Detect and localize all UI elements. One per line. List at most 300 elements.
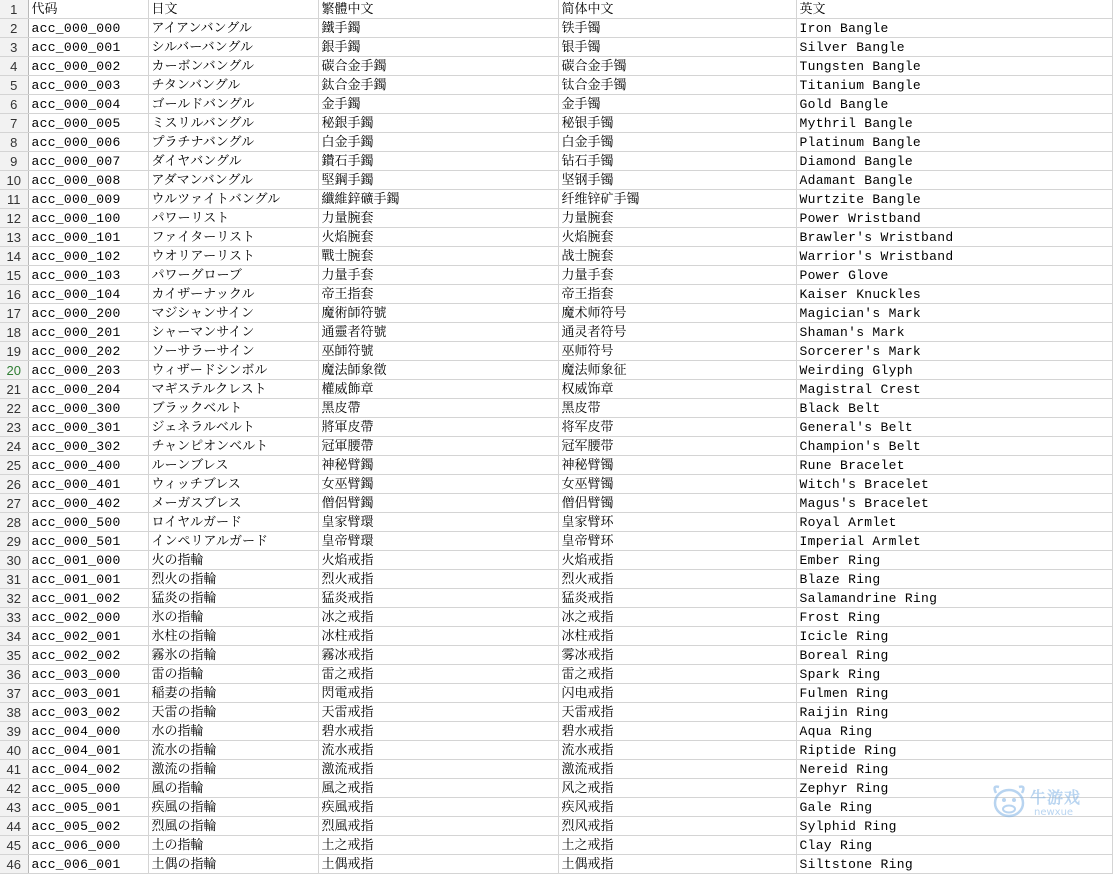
cell-english[interactable]: Tungsten Bangle xyxy=(796,57,1112,76)
cell-japanese[interactable]: ウィッチブレス xyxy=(148,475,318,494)
cell-japanese[interactable]: 土偶の指輪 xyxy=(148,855,318,874)
cell-simplified-chinese[interactable]: 冰之戒指 xyxy=(558,608,796,627)
row-number[interactable]: 43 xyxy=(0,798,28,817)
cell-english[interactable]: Diamond Bangle xyxy=(796,152,1112,171)
cell-japanese[interactable]: 激流の指輪 xyxy=(148,760,318,779)
row-number[interactable]: 44 xyxy=(0,817,28,836)
cell-english[interactable]: Fulmen Ring xyxy=(796,684,1112,703)
cell-code[interactable]: acc_003_002 xyxy=(28,703,148,722)
cell-english[interactable]: Power Glove xyxy=(796,266,1112,285)
cell-code[interactable]: acc_000_400 xyxy=(28,456,148,475)
cell-english[interactable]: Ember Ring xyxy=(796,551,1112,570)
cell-simplified-chinese[interactable]: 魔术师符号 xyxy=(558,304,796,323)
row-number[interactable]: 45 xyxy=(0,836,28,855)
column-header-traditional-chinese[interactable]: 繁體中文 xyxy=(318,0,558,19)
cell-japanese[interactable]: ミスリルバングル xyxy=(148,114,318,133)
row-number[interactable]: 37 xyxy=(0,684,28,703)
cell-traditional-chinese[interactable]: 霧冰戒指 xyxy=(318,646,558,665)
row-number[interactable]: 7 xyxy=(0,114,28,133)
cell-code[interactable]: acc_000_202 xyxy=(28,342,148,361)
row-number[interactable]: 40 xyxy=(0,741,28,760)
table-row xyxy=(0,95,1112,114)
cell-simplified-chinese[interactable]: 魔法师象征 xyxy=(558,361,796,380)
cell-code[interactable]: acc_000_203 xyxy=(28,361,148,380)
cell-english[interactable]: Riptide Ring xyxy=(796,741,1112,760)
cell-traditional-chinese[interactable]: 力量腕套 xyxy=(318,209,558,228)
cell-japanese[interactable]: 烈火の指輪 xyxy=(148,570,318,589)
table-row xyxy=(0,266,1112,285)
row-number[interactable]: 14 xyxy=(0,247,28,266)
cell-english[interactable]: Kaiser Knuckles xyxy=(796,285,1112,304)
row-number[interactable]: 4 xyxy=(0,57,28,76)
cell-code[interactable]: acc_000_007 xyxy=(28,152,148,171)
cell-traditional-chinese[interactable]: 激流戒指 xyxy=(318,760,558,779)
cell-traditional-chinese[interactable]: 銀手鐲 xyxy=(318,38,558,57)
cell-simplified-chinese[interactable]: 钛合金手镯 xyxy=(558,76,796,95)
table-row xyxy=(0,228,1112,247)
row-number[interactable]: 46 xyxy=(0,855,28,874)
cell-japanese[interactable]: ソーサラーサイン xyxy=(148,342,318,361)
cell-traditional-chinese[interactable]: 僧侶臂鐲 xyxy=(318,494,558,513)
cell-code[interactable]: acc_000_009 xyxy=(28,190,148,209)
row-number[interactable]: 26 xyxy=(0,475,28,494)
cell-traditional-chinese[interactable]: 皇家臂環 xyxy=(318,513,558,532)
column-header-japanese[interactable]: 日文 xyxy=(148,0,318,19)
cell-japanese[interactable]: 水の指輪 xyxy=(148,722,318,741)
cell-japanese[interactable]: チタンバングル xyxy=(148,76,318,95)
row-number[interactable]: 35 xyxy=(0,646,28,665)
cell-code[interactable]: acc_000_302 xyxy=(28,437,148,456)
cell-english[interactable]: Platinum Bangle xyxy=(796,133,1112,152)
cell-traditional-chinese[interactable]: 巫師符號 xyxy=(318,342,558,361)
cell-simplified-chinese[interactable]: 帝王指套 xyxy=(558,285,796,304)
row-number[interactable]: 16 xyxy=(0,285,28,304)
cell-simplified-chinese[interactable]: 通灵者符号 xyxy=(558,323,796,342)
cell-english[interactable]: Spark Ring xyxy=(796,665,1112,684)
row-number[interactable]: 25 xyxy=(0,456,28,475)
cell-traditional-chinese[interactable]: 風之戒指 xyxy=(318,779,558,798)
cell-code[interactable]: acc_000_204 xyxy=(28,380,148,399)
cell-japanese[interactable]: ウィザードシンボル xyxy=(148,361,318,380)
cell-code[interactable]: acc_000_000 xyxy=(28,19,148,38)
table-row xyxy=(0,38,1112,57)
cell-english[interactable]: Magician's Mark xyxy=(796,304,1112,323)
cell-traditional-chinese[interactable]: 皇帝臂環 xyxy=(318,532,558,551)
cell-code[interactable]: acc_000_003 xyxy=(28,76,148,95)
cell-english[interactable]: Nereid Ring xyxy=(796,760,1112,779)
row-number[interactable]: 11 xyxy=(0,190,28,209)
cell-code[interactable]: acc_000_103 xyxy=(28,266,148,285)
cell-code[interactable]: acc_000_008 xyxy=(28,171,148,190)
row-number[interactable]: 1 xyxy=(0,0,28,19)
cell-code[interactable]: acc_000_401 xyxy=(28,475,148,494)
cell-code[interactable]: acc_004_001 xyxy=(28,741,148,760)
cell-simplified-chinese[interactable]: 碧水戒指 xyxy=(558,722,796,741)
cell-code[interactable]: acc_000_501 xyxy=(28,532,148,551)
cell-english[interactable]: Gale Ring xyxy=(796,798,1112,817)
row-number[interactable]: 22 xyxy=(0,399,28,418)
cell-japanese[interactable]: ジェネラルベルト xyxy=(148,418,318,437)
table-row xyxy=(0,133,1112,152)
cell-simplified-chinese[interactable]: 秘银手镯 xyxy=(558,114,796,133)
table-row xyxy=(0,589,1112,608)
cell-simplified-chinese[interactable]: 纤维锌矿手镯 xyxy=(558,190,796,209)
row-number[interactable]: 3 xyxy=(0,38,28,57)
row-number[interactable]: 32 xyxy=(0,589,28,608)
row-number[interactable]: 13 xyxy=(0,228,28,247)
cell-simplified-chinese[interactable]: 皇帝臂环 xyxy=(558,532,796,551)
cell-japanese[interactable]: 土の指輪 xyxy=(148,836,318,855)
cell-english[interactable]: Gold Bangle xyxy=(796,95,1112,114)
cell-traditional-chinese[interactable]: 秘銀手鐲 xyxy=(318,114,558,133)
cell-traditional-chinese[interactable]: 冠軍腰帶 xyxy=(318,437,558,456)
cell-code[interactable]: acc_002_000 xyxy=(28,608,148,627)
cell-traditional-chinese[interactable]: 女巫臂鐲 xyxy=(318,475,558,494)
row-number[interactable]: 15 xyxy=(0,266,28,285)
cell-english[interactable]: Salamandrine Ring xyxy=(796,589,1112,608)
cell-english[interactable]: Brawler's Wristband xyxy=(796,228,1112,247)
cell-traditional-chinese[interactable]: 黑皮帶 xyxy=(318,399,558,418)
cell-english[interactable]: Weirding Glyph xyxy=(796,361,1112,380)
cell-japanese[interactable]: ウルツァイトバングル xyxy=(148,190,318,209)
cell-japanese[interactable]: ゴールドバングル xyxy=(148,95,318,114)
cell-simplified-chinese[interactable]: 神秘臂镯 xyxy=(558,456,796,475)
row-number[interactable]: 33 xyxy=(0,608,28,627)
table-row xyxy=(0,665,1112,684)
cell-japanese[interactable]: メーガスブレス xyxy=(148,494,318,513)
cell-english[interactable]: Imperial Armlet xyxy=(796,532,1112,551)
cell-japanese[interactable]: 天雷の指輪 xyxy=(148,703,318,722)
row-number[interactable]: 29 xyxy=(0,532,28,551)
cell-traditional-chinese[interactable]: 烈風戒指 xyxy=(318,817,558,836)
cell-japanese[interactable]: インペリアルガード xyxy=(148,532,318,551)
row-number[interactable]: 8 xyxy=(0,133,28,152)
row-number[interactable]: 17 xyxy=(0,304,28,323)
table-row xyxy=(0,855,1112,874)
cell-english[interactable]: Icicle Ring xyxy=(796,627,1112,646)
cell-code[interactable]: acc_002_001 xyxy=(28,627,148,646)
cell-english[interactable]: Champion's Belt xyxy=(796,437,1112,456)
cell-code[interactable]: acc_000_300 xyxy=(28,399,148,418)
cell-english[interactable]: Wurtzite Bangle xyxy=(796,190,1112,209)
cell-code[interactable]: acc_000_101 xyxy=(28,228,148,247)
cell-english[interactable]: Power Wristband xyxy=(796,209,1112,228)
cell-traditional-chinese[interactable]: 權威飾章 xyxy=(318,380,558,399)
header-row xyxy=(0,0,1112,19)
cell-japanese[interactable]: 猛炎の指輪 xyxy=(148,589,318,608)
cell-simplified-chinese[interactable]: 火焰戒指 xyxy=(558,551,796,570)
cell-japanese[interactable]: 流水の指輪 xyxy=(148,741,318,760)
cell-code[interactable]: acc_000_301 xyxy=(28,418,148,437)
cell-simplified-chinese[interactable]: 雾冰戒指 xyxy=(558,646,796,665)
cell-traditional-chinese[interactable]: 鑽石手鐲 xyxy=(318,152,558,171)
cell-english[interactable]: General's Belt xyxy=(796,418,1112,437)
cell-english[interactable]: Black Belt xyxy=(796,399,1112,418)
cell-simplified-chinese[interactable]: 权威饰章 xyxy=(558,380,796,399)
cell-traditional-chinese[interactable]: 白金手鐲 xyxy=(318,133,558,152)
cell-japanese[interactable]: 稲妻の指輪 xyxy=(148,684,318,703)
cell-code[interactable]: acc_000_104 xyxy=(28,285,148,304)
cell-simplified-chinese[interactable]: 钻石手镯 xyxy=(558,152,796,171)
cell-simplified-chinese[interactable]: 金手镯 xyxy=(558,95,796,114)
cell-traditional-chinese[interactable]: 碳合金手鐲 xyxy=(318,57,558,76)
cell-traditional-chinese[interactable]: 戰士腕套 xyxy=(318,247,558,266)
row-number[interactable]: 38 xyxy=(0,703,28,722)
cell-japanese[interactable]: シルバーバングル xyxy=(148,38,318,57)
cell-english[interactable]: Aqua Ring xyxy=(796,722,1112,741)
table-row xyxy=(0,418,1112,437)
row-number[interactable]: 41 xyxy=(0,760,28,779)
table-row xyxy=(0,551,1112,570)
cell-traditional-chinese[interactable]: 火焰戒指 xyxy=(318,551,558,570)
cell-traditional-chinese[interactable]: 閃電戒指 xyxy=(318,684,558,703)
cell-code[interactable]: acc_001_001 xyxy=(28,570,148,589)
cell-code[interactable]: acc_006_001 xyxy=(28,855,148,874)
cell-japanese[interactable]: 烈風の指輪 xyxy=(148,817,318,836)
table-row xyxy=(0,342,1112,361)
cell-simplified-chinese[interactable]: 白金手镯 xyxy=(558,133,796,152)
row-number[interactable]: 28 xyxy=(0,513,28,532)
cell-simplified-chinese[interactable]: 力量手套 xyxy=(558,266,796,285)
cell-code[interactable]: acc_003_000 xyxy=(28,665,148,684)
row-number[interactable]: 23 xyxy=(0,418,28,437)
cell-japanese[interactable]: 氷柱の指輪 xyxy=(148,627,318,646)
cell-traditional-chinese[interactable]: 帝王指套 xyxy=(318,285,558,304)
table-row xyxy=(0,285,1112,304)
cell-simplified-chinese[interactable]: 土之戒指 xyxy=(558,836,796,855)
row-number[interactable]: 24 xyxy=(0,437,28,456)
cell-english[interactable]: Adamant Bangle xyxy=(796,171,1112,190)
cell-code[interactable]: acc_000_402 xyxy=(28,494,148,513)
cell-japanese[interactable]: ブラックベルト xyxy=(148,399,318,418)
cell-code[interactable]: acc_000_006 xyxy=(28,133,148,152)
cell-english[interactable]: Clay Ring xyxy=(796,836,1112,855)
row-number[interactable]: 39 xyxy=(0,722,28,741)
row-number[interactable]: 27 xyxy=(0,494,28,513)
cell-english[interactable]: Magus's Bracelet xyxy=(796,494,1112,513)
cell-code[interactable]: acc_005_002 xyxy=(28,817,148,836)
cell-simplified-chinese[interactable]: 将军皮带 xyxy=(558,418,796,437)
cell-traditional-chinese[interactable]: 疾風戒指 xyxy=(318,798,558,817)
cell-traditional-chinese[interactable]: 冰之戒指 xyxy=(318,608,558,627)
cell-code[interactable]: acc_000_201 xyxy=(28,323,148,342)
column-header-code[interactable]: 代码 xyxy=(28,0,148,19)
cell-english[interactable]: Raijin Ring xyxy=(796,703,1112,722)
cell-code[interactable]: acc_000_200 xyxy=(28,304,148,323)
cell-english[interactable]: Mythril Bangle xyxy=(796,114,1112,133)
table-row xyxy=(0,437,1112,456)
cell-simplified-chinese[interactable]: 力量腕套 xyxy=(558,209,796,228)
cell-traditional-chinese[interactable]: 猛炎戒指 xyxy=(318,589,558,608)
cell-japanese[interactable]: ルーンブレス xyxy=(148,456,318,475)
cell-traditional-chinese[interactable]: 魔法師象徵 xyxy=(318,361,558,380)
cell-traditional-chinese[interactable]: 纖維鋅礦手鐲 xyxy=(318,190,558,209)
watermark-subtext: newxue xyxy=(1034,807,1074,818)
row-number[interactable]: 18 xyxy=(0,323,28,342)
cell-code[interactable]: acc_000_500 xyxy=(28,513,148,532)
cell-code[interactable]: acc_004_002 xyxy=(28,760,148,779)
cell-english[interactable]: Royal Armlet xyxy=(796,513,1112,532)
cell-simplified-chinese[interactable]: 僧侣臂镯 xyxy=(558,494,796,513)
cell-english[interactable]: Blaze Ring xyxy=(796,570,1112,589)
cell-simplified-chinese[interactable]: 战士腕套 xyxy=(558,247,796,266)
cell-code[interactable]: acc_000_004 xyxy=(28,95,148,114)
cell-code[interactable]: acc_006_000 xyxy=(28,836,148,855)
cell-japanese[interactable]: シャーマンサイン xyxy=(148,323,318,342)
table-row xyxy=(0,741,1112,760)
cell-traditional-chinese[interactable]: 流水戒指 xyxy=(318,741,558,760)
cell-simplified-chinese[interactable]: 烈风戒指 xyxy=(558,817,796,836)
cell-japanese[interactable]: アダマンバングル xyxy=(148,171,318,190)
cell-english[interactable]: Frost Ring xyxy=(796,608,1112,627)
cell-code[interactable]: acc_003_001 xyxy=(28,684,148,703)
cell-simplified-chinese[interactable]: 坚钢手镯 xyxy=(558,171,796,190)
table-row xyxy=(0,836,1112,855)
cell-traditional-chinese[interactable]: 烈火戒指 xyxy=(318,570,558,589)
cell-english[interactable]: Warrior's Wristband xyxy=(796,247,1112,266)
cell-english[interactable]: Iron Bangle xyxy=(796,19,1112,38)
cell-traditional-chinese[interactable]: 魔術師符號 xyxy=(318,304,558,323)
cell-code[interactable]: acc_001_000 xyxy=(28,551,148,570)
cell-traditional-chinese[interactable]: 力量手套 xyxy=(318,266,558,285)
table-row xyxy=(0,114,1112,133)
cell-traditional-chinese[interactable]: 火焰腕套 xyxy=(318,228,558,247)
cell-simplified-chinese[interactable]: 碳合金手镯 xyxy=(558,57,796,76)
cell-simplified-chinese[interactable]: 烈火戒指 xyxy=(558,570,796,589)
row-number[interactable]: 34 xyxy=(0,627,28,646)
cell-japanese[interactable]: チャンピオンベルト xyxy=(148,437,318,456)
cell-simplified-chinese[interactable]: 巫师符号 xyxy=(558,342,796,361)
cell-simplified-chinese[interactable]: 流水戒指 xyxy=(558,741,796,760)
cell-simplified-chinese[interactable]: 银手镯 xyxy=(558,38,796,57)
cell-japanese[interactable]: マジシャンサイン xyxy=(148,304,318,323)
cell-simplified-chinese[interactable]: 土偶戒指 xyxy=(558,855,796,874)
row-number[interactable]: 21 xyxy=(0,380,28,399)
cell-simplified-chinese[interactable]: 皇家臂环 xyxy=(558,513,796,532)
cell-japanese[interactable]: 風の指輪 xyxy=(148,779,318,798)
cell-japanese[interactable]: プラチナバングル xyxy=(148,133,318,152)
cell-simplified-chinese[interactable]: 闪电戒指 xyxy=(558,684,796,703)
cell-simplified-chinese[interactable]: 黑皮带 xyxy=(558,399,796,418)
cell-japanese[interactable]: ダイヤバングル xyxy=(148,152,318,171)
table-row xyxy=(0,475,1112,494)
cell-traditional-chinese[interactable]: 土偶戒指 xyxy=(318,855,558,874)
cell-english[interactable]: Titanium Bangle xyxy=(796,76,1112,95)
row-number[interactable]: 36 xyxy=(0,665,28,684)
row-number[interactable]: 30 xyxy=(0,551,28,570)
table-row xyxy=(0,247,1112,266)
cell-simplified-chinese[interactable]: 疾风戒指 xyxy=(558,798,796,817)
row-number[interactable]: 20 xyxy=(0,361,28,380)
cell-code[interactable]: acc_002_002 xyxy=(28,646,148,665)
row-number[interactable]: 2 xyxy=(0,19,28,38)
cell-simplified-chinese[interactable]: 铁手镯 xyxy=(558,19,796,38)
cell-simplified-chinese[interactable]: 天雷戒指 xyxy=(558,703,796,722)
cell-english[interactable]: Silver Bangle xyxy=(796,38,1112,57)
cell-simplified-chinese[interactable]: 激流戒指 xyxy=(558,760,796,779)
table-row xyxy=(0,361,1112,380)
cell-japanese[interactable]: 火の指輪 xyxy=(148,551,318,570)
row-number[interactable]: 12 xyxy=(0,209,28,228)
cell-japanese[interactable]: パワーリスト xyxy=(148,209,318,228)
cell-traditional-chinese[interactable]: 通靈者符號 xyxy=(318,323,558,342)
cell-japanese[interactable]: パワーグローブ xyxy=(148,266,318,285)
cell-simplified-chinese[interactable]: 雷之戒指 xyxy=(558,665,796,684)
row-number[interactable]: 42 xyxy=(0,779,28,798)
cell-english[interactable]: Magistral Crest xyxy=(796,380,1112,399)
cell-code[interactable]: acc_005_001 xyxy=(28,798,148,817)
cell-japanese[interactable]: ロイヤルガード xyxy=(148,513,318,532)
cell-traditional-chinese[interactable]: 土之戒指 xyxy=(318,836,558,855)
cell-simplified-chinese[interactable]: 冠军腰带 xyxy=(558,437,796,456)
cell-code[interactable]: acc_000_002 xyxy=(28,57,148,76)
cell-code[interactable]: acc_000_102 xyxy=(28,247,148,266)
cell-japanese[interactable]: ファイターリスト xyxy=(148,228,318,247)
cell-traditional-chinese[interactable]: 雷之戒指 xyxy=(318,665,558,684)
cell-traditional-chinese[interactable]: 天雷戒指 xyxy=(318,703,558,722)
cell-simplified-chinese[interactable]: 风之戒指 xyxy=(558,779,796,798)
cell-japanese[interactable]: カーボンバングル xyxy=(148,57,318,76)
cell-simplified-chinese[interactable]: 女巫臂镯 xyxy=(558,475,796,494)
cell-english[interactable]: Rune Bracelet xyxy=(796,456,1112,475)
cell-code[interactable]: acc_001_002 xyxy=(28,589,148,608)
row-number[interactable]: 6 xyxy=(0,95,28,114)
cell-english[interactable]: Sylphid Ring xyxy=(796,817,1112,836)
cell-japanese[interactable]: カイザーナックル xyxy=(148,285,318,304)
cell-english[interactable]: Siltstone Ring xyxy=(796,855,1112,874)
row-number[interactable]: 19 xyxy=(0,342,28,361)
cell-japanese[interactable]: マギステルクレスト xyxy=(148,380,318,399)
cell-japanese[interactable]: 氷の指輪 xyxy=(148,608,318,627)
cell-code[interactable]: acc_004_000 xyxy=(28,722,148,741)
cell-code[interactable]: acc_000_001 xyxy=(28,38,148,57)
cell-traditional-chinese[interactable]: 神秘臂鐲 xyxy=(318,456,558,475)
cell-japanese[interactable]: 疾風の指輪 xyxy=(148,798,318,817)
row-number[interactable]: 10 xyxy=(0,171,28,190)
cell-simplified-chinese[interactable]: 火焰腕套 xyxy=(558,228,796,247)
cell-english[interactable]: Sorcerer's Mark xyxy=(796,342,1112,361)
cell-english[interactable]: Boreal Ring xyxy=(796,646,1112,665)
cell-english[interactable]: Witch's Bracelet xyxy=(796,475,1112,494)
cell-simplified-chinese[interactable]: 猛炎戒指 xyxy=(558,589,796,608)
table-row xyxy=(0,304,1112,323)
cell-code[interactable]: acc_000_005 xyxy=(28,114,148,133)
column-header-simplified-chinese[interactable]: 简体中文 xyxy=(558,0,796,19)
cell-code[interactable]: acc_005_000 xyxy=(28,779,148,798)
cell-traditional-chinese[interactable]: 將軍皮帶 xyxy=(318,418,558,437)
row-number[interactable]: 5 xyxy=(0,76,28,95)
column-header-english[interactable]: 英文 xyxy=(796,0,1112,19)
cell-english[interactable]: Zephyr Ring xyxy=(796,779,1112,798)
row-number[interactable]: 31 xyxy=(0,570,28,589)
table-row xyxy=(0,171,1112,190)
cell-traditional-chinese[interactable]: 鈦合金手鐲 xyxy=(318,76,558,95)
table-row xyxy=(0,190,1112,209)
cell-code[interactable]: acc_000_100 xyxy=(28,209,148,228)
cell-japanese[interactable]: 雷の指輪 xyxy=(148,665,318,684)
cell-traditional-chinese[interactable]: 冰柱戒指 xyxy=(318,627,558,646)
row-number[interactable]: 9 xyxy=(0,152,28,171)
cell-traditional-chinese[interactable]: 堅鋼手鐲 xyxy=(318,171,558,190)
cell-japanese[interactable]: アイアンバングル xyxy=(148,19,318,38)
cell-japanese[interactable]: ウオリアーリスト xyxy=(148,247,318,266)
cell-simplified-chinese[interactable]: 冰柱戒指 xyxy=(558,627,796,646)
cell-japanese[interactable]: 霧氷の指輪 xyxy=(148,646,318,665)
cell-english[interactable]: Shaman's Mark xyxy=(796,323,1112,342)
cell-traditional-chinese[interactable]: 碧水戒指 xyxy=(318,722,558,741)
cell-traditional-chinese[interactable]: 金手鐲 xyxy=(318,95,558,114)
cell-traditional-chinese[interactable]: 鐵手鐲 xyxy=(318,19,558,38)
